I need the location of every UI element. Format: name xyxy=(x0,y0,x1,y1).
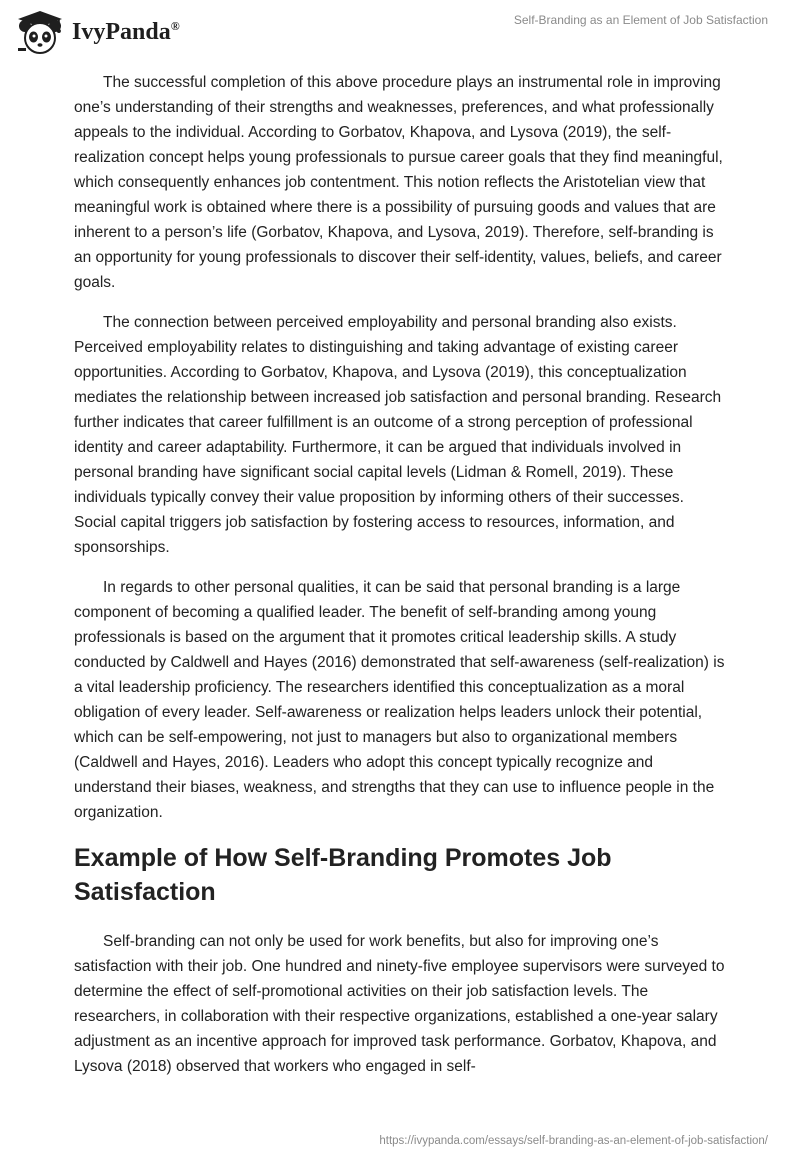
brand-name: IvyPanda® xyxy=(72,18,180,45)
article-body xyxy=(74,70,728,1094)
source-url[interactable]: https://ivypanda.com/essays/self-branding-as-an-element-of-job-satisfaction/ xyxy=(379,1135,768,1147)
paragraph: In regards to other personal qualities, it can be said that personal branding is a large component of becoming a qualified leader. The benefit of self-branding among young professionals is based on the argument that it promotes critical leadership skills. A study conducted by Caldwell and Hayes (2016) demonstrated that self-awareness (self-realization) is a vital leadership proficiency. The researchers identified this conceptualization as a moral obligation of every leader. Self-awareness or realization helps leaders unlock their potential, which can be self-empowering, not just to managers but also to organizational members (Caldwell and Hayes, 2016). Leaders who adopt this concept typically recognize and understand their biases, weakness, and strengths that they can use to influence people in the organization. xyxy=(74,579,725,821)
section-heading: Example of How Self-Branding Promotes Job Satisfaction xyxy=(74,844,612,906)
document-title: Self-Branding as an Element of Job Satisfaction xyxy=(513,13,768,27)
paragraph: Self-branding can not only be used for work benefits, but also for improving one’s satisfaction with their job. One hundred and ninety-five employee supervisors were surveyed to determine the effect of self-promotional activities on their job satisfaction levels. The researchers, in collaboration with their respective organizations, established a one-year salary adjustment as an incentive approach for improved task performance. Gorbatov, Khapova, and Lysova (2018) observed that workers who engaged in self- xyxy=(74,933,725,1075)
page-header xyxy=(0,0,800,60)
panda-logo-icon xyxy=(14,8,66,56)
paragraph: The successful completion of this above procedure plays an instrumental role in improving one’s understanding of their strengths and weaknesses, preferences, and what professionally appeals to the individual. According to Gorbatov, Khapova, and Lysova (2019), the self-realization concept helps young professionals to pursue career goals that they find meaningful, which consequently enhances job contentment. This notion reflects the Aristotelian view that meaningful work is obtained where there is a possibility of pursuing goods and values that are inherent to a person’s life (Gorbatov, Khapova, and Lysova, 2019). Therefore, self-branding is an opportunity for young professionals to discover their self-identity, values, beliefs, and career goals. xyxy=(74,74,723,291)
logo[interactable] xyxy=(14,8,180,56)
registered-mark: ® xyxy=(170,18,180,33)
paragraph: The connection between perceived employability and personal branding also exists. Perceived employability relates to distinguishing and taking advantage of existing career opportunities. According to Gorbatov, Khapova, and Lysova (2019), this conceptualization mediates the relationship between increased job satisfaction and personal branding. Research further indicates that career fulfillment is an outcome of a strong perception of professional identity and career adaptability. Furthermore, it can be argued that individuals involved in personal branding have significant social capital levels (Lidman & Romell, 2019). These individuals typically convey their value proposition by informing others of their successes. Social capital triggers job satisfaction by fostering access to resources, information, and sponsorships. xyxy=(74,314,722,556)
